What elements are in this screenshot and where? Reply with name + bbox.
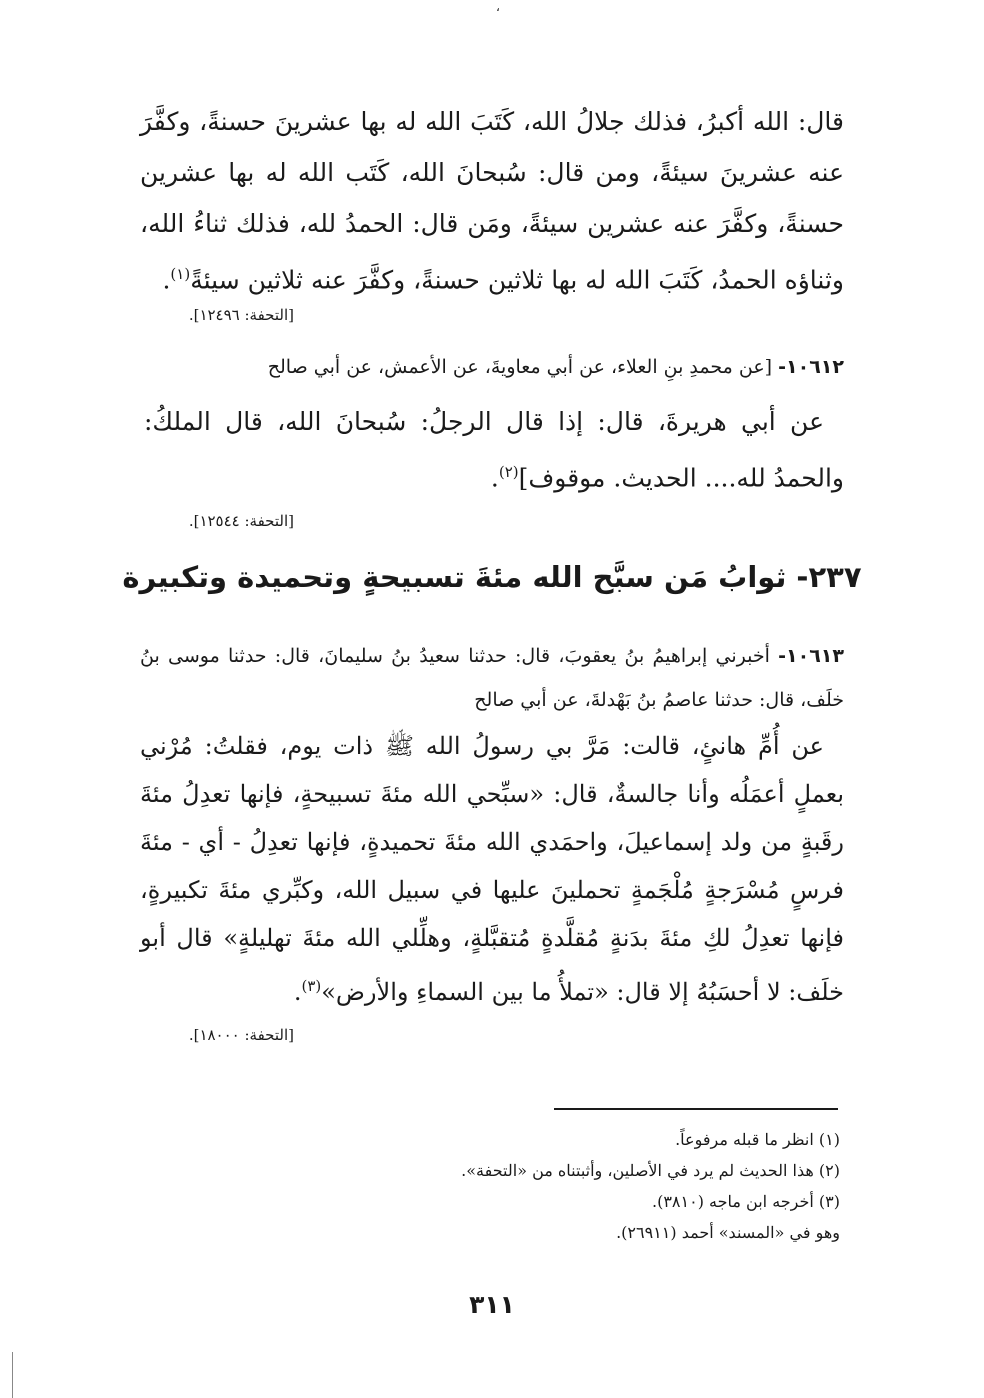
page-number: ٣١١ <box>469 1290 515 1319</box>
hadith-10613-end: . <box>293 978 302 1006</box>
hadith-number-10613: ١٠٦١٣- <box>778 645 844 667</box>
footnote-ref-2: (٢) <box>498 463 519 481</box>
footnote-2: (٢) هذا الحديث لم يرد في الأصلين، وأثبتناه من «التحفة». <box>461 1161 840 1180</box>
footnote-1: (١) انظر ما قبله مرفوعاً. <box>675 1130 840 1149</box>
hadith-10613-matn: عن أُمِّ هانئٍ، قالت: مَرَّ بي رسولُ الله ﷺ ذات يوم، فقلتُ: مُرْني بعملٍ أعمَلُه وأنا جالسةٌ، قال: «سبِّحي الله مئةَ تسبيحةٍ، فإنها تعدِلُ مئةَ رقَبةٍ من ولد إسماعيلَ، واحمَدي الله مئةَ تحميدةٍ، فإنها تعدِلُ - أي - مئةَ فرسٍ مُسْرَجةٍ مُلْجَمةٍ تحملينَ عليها في سبيل الله، وكبِّري مئةَ تكبيرةٍ، فإنها تعدِلُ لكِ مئةَ بدَنةٍ مُقلَّدةٍ مُتقبَّلةٍ، وهلِّلي الله مئةَ تهليلةٍ» قال أبو خلَف: لا أحسَبُهُ إلا قال: «تملأُ ما بين السماءِ والأرض» <box>140 732 844 1006</box>
hadith-10612-matn: عن أبي هريرةَ، قال: إذا قال الرجلُ: سُبحانَ الله، قال الملكُ: والحمدُ لله.... الحديث. موقوف] <box>144 407 844 493</box>
top-mark: ، <box>496 0 500 14</box>
hadith-number-10612: ١٠٦١٢- <box>778 356 844 378</box>
hadith-10612-end: . <box>490 463 499 493</box>
hadith-10613-text <box>140 722 844 1016</box>
paragraph-1-text: قال: الله أكبرُ، فذلك جلالُ الله، كَتَبَ الله له بها عشرينَ حسنةً، وكفَّرَ عنه عشرينَ سيئةً، ومن قال: سُبحانَ الله، كَتَب الله له بها عشرين حسنةً، وكفَّرَ عنه عشرين سيئةً، ومَن قال: الحمدُ لله، فذلك ثناءُ الله، وثناؤه الحمدُ، كَتَبَ الله له بها ثلاثين حسنةً، وكفَّرَ عنه ثلاثين سيئةً <box>140 107 844 295</box>
hadith-10612-chain <box>140 352 844 382</box>
tuhfa-reference-3: [التحفة: ١٨٠٠٠]. <box>188 1026 294 1044</box>
footnote-ref-3: (٣) <box>301 977 322 995</box>
footnote-3-continued: وهو في «المسند» أحمد (٢٦٩١١). <box>616 1223 840 1242</box>
chapter-heading: ٢٣٧- ثوابُ مَن سبَّح الله مئةَ تسبيحةٍ وتحميدة وتكبيرة <box>122 560 862 594</box>
scan-edge-line <box>12 1352 13 1398</box>
footnote-3: (٣) أخرجه ابن ماجه (٣٨١٠). <box>652 1192 840 1211</box>
paragraph-1 <box>140 96 844 305</box>
tuhfa-reference-1: [التحفة: ١٢٤٩٦]. <box>188 306 294 324</box>
footnote-ref-1: (١) <box>170 265 191 283</box>
paragraph-1-end: . <box>162 265 171 295</box>
tuhfa-reference-2: [التحفة: ١٢٥٤٤]. <box>188 512 294 530</box>
hadith-10612-text <box>144 396 844 503</box>
hadith-10612-isnad: [عن محمدِ بنِ العلاء، عن أبي معاويةَ، عن الأعمش، عن أبي صالح <box>267 356 779 378</box>
hadith-10613-isnad: أخبرني إبراهيمُ بنُ يعقوبَ، قال: حدثنا سعيدُ بنُ سليمانَ، قال: حدثنا موسى بنُ خلَف، قال: حدثنا عاصمُ بنُ بَهْدلةَ، عن أبي صالح <box>140 645 844 711</box>
footnote-separator <box>554 1108 838 1110</box>
hadith-10613-chain <box>140 634 844 722</box>
